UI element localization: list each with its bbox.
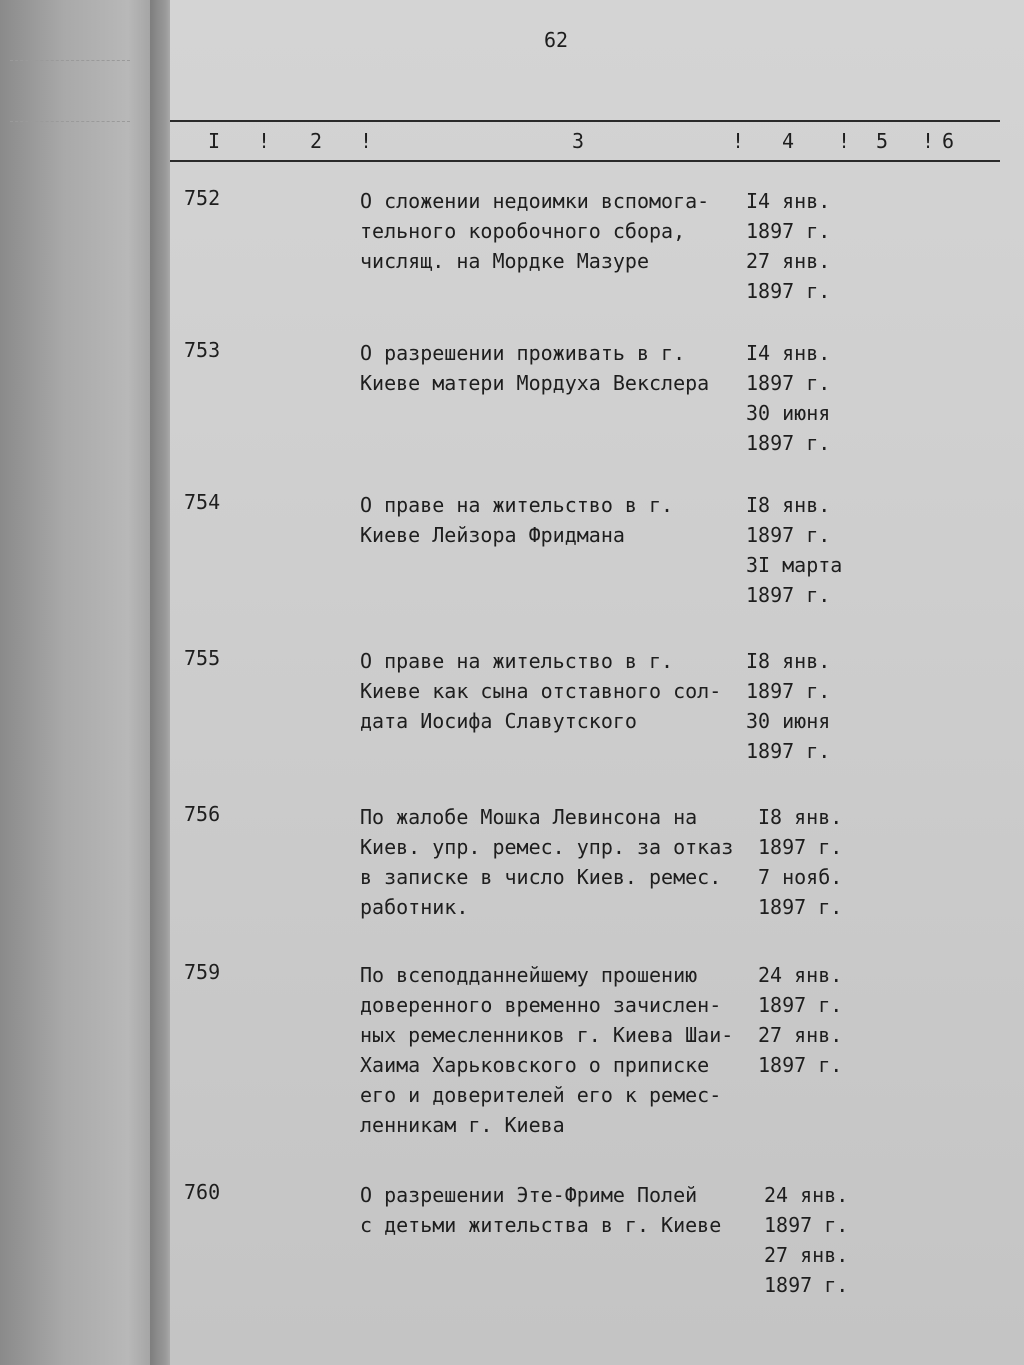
date-line: 1897 г. <box>746 431 831 455</box>
document-page <box>170 0 1024 1365</box>
column-separator: ! <box>732 129 745 153</box>
date-line: I8 янв. <box>758 805 843 829</box>
entry-number: 756 <box>184 802 221 826</box>
date-line: 27 янв. <box>758 1023 843 1047</box>
date-line: 1897 г. <box>746 739 831 763</box>
description-line: Хаима Харьковского о приписке <box>360 1053 710 1077</box>
entry-number: 753 <box>184 338 221 362</box>
description-line: О праве на жительство в г. <box>360 649 674 673</box>
date-line: I4 янв. <box>746 341 831 365</box>
column-separator: ! <box>258 129 271 153</box>
date-line: 1897 г. <box>764 1273 849 1297</box>
entry-number: 759 <box>184 960 221 984</box>
date-line: 7 нояб. <box>758 865 843 889</box>
column-separator: ! <box>838 129 851 153</box>
description-line: числящ. на Мордке Мазуре <box>360 249 649 273</box>
date-line: 1897 г. <box>758 993 843 1017</box>
column-header-2: 2 <box>310 129 323 153</box>
date-line: 1897 г. <box>746 219 831 243</box>
date-line: 30 июня <box>746 401 831 425</box>
header-rule-top <box>170 120 1000 122</box>
description-line: Киеве как сына отставного сол- <box>360 679 722 703</box>
date-line: 24 янв. <box>764 1183 849 1207</box>
description-line: О разрешении Эте-Фриме Полей <box>360 1183 698 1207</box>
description-line: работник. <box>360 895 469 919</box>
description-line: О разрешении проживать в г. <box>360 341 686 365</box>
description-line: О праве на жительство в г. <box>360 493 674 517</box>
entry-description <box>360 960 750 1140</box>
date-line: I8 янв. <box>746 649 831 673</box>
entry-number: 755 <box>184 646 221 670</box>
entry-description <box>360 1180 750 1240</box>
entry-description <box>360 186 750 276</box>
header-rule-bottom <box>170 160 1000 162</box>
entry-description <box>360 802 750 922</box>
entry-number: 752 <box>184 186 221 210</box>
description-line: Киеве Лейзора Фридмана <box>360 523 625 547</box>
description-line: в записке в число Киев. ремес. <box>360 865 722 889</box>
column-header-1: I <box>208 129 221 153</box>
column-separator: ! <box>360 129 373 153</box>
description-line: тельного коробочного сбора, <box>360 219 686 243</box>
date-line: 1897 г. <box>746 679 831 703</box>
date-line: 1897 г. <box>746 279 831 303</box>
date-line: 1897 г. <box>758 835 843 859</box>
description-line: По всеподданнейшему прошению <box>360 963 698 987</box>
date-line: I8 янв. <box>746 493 831 517</box>
entry-description <box>360 646 750 736</box>
entry-dates <box>746 186 866 306</box>
date-line: 1897 г. <box>758 1053 843 1077</box>
page-number: 62 <box>544 28 569 52</box>
description-line: дата Иосифа Славутского <box>360 709 637 733</box>
date-line: 1897 г. <box>746 523 831 547</box>
date-line: 27 янв. <box>764 1243 849 1267</box>
date-line: 1897 г. <box>746 583 831 607</box>
description-line: ленникам г. Киева <box>360 1113 565 1137</box>
column-separator: ! <box>922 129 935 153</box>
entry-dates <box>746 338 866 458</box>
date-line: 3I марта <box>746 553 843 577</box>
description-line: Киев. упр. ремес. упр. за отказ <box>360 835 734 859</box>
entry-dates <box>746 646 866 766</box>
description-line: О сложении недоимки вспомога- <box>360 189 710 213</box>
entry-description <box>360 490 750 550</box>
date-line: 1897 г. <box>758 895 843 919</box>
facing-page <box>0 0 160 1365</box>
date-line: 1897 г. <box>764 1213 849 1237</box>
entry-dates <box>746 490 866 610</box>
entry-number: 760 <box>184 1180 221 1204</box>
date-line: 24 янв. <box>758 963 843 987</box>
entry-dates <box>758 960 878 1080</box>
entry-dates <box>764 1180 884 1300</box>
description-line: По жалобе Мошка Левинсона на <box>360 805 698 829</box>
entry-number: 754 <box>184 490 221 514</box>
date-line: 27 янв. <box>746 249 831 273</box>
column-header-5: 5 <box>876 129 889 153</box>
description-line: Киеве матери Мордуха Векслера <box>360 371 710 395</box>
column-header-4: 4 <box>782 129 795 153</box>
column-header-6: 6 <box>942 129 955 153</box>
date-line: 1897 г. <box>746 371 831 395</box>
date-line: I4 янв. <box>746 189 831 213</box>
description-line: его и доверителей его к ремес- <box>360 1083 722 1107</box>
description-line: доверенного временно зачислен- <box>360 993 722 1017</box>
entry-dates <box>758 802 878 922</box>
date-line: 30 июня <box>746 709 831 733</box>
facing-page-ruling <box>10 60 130 122</box>
column-header-3: 3 <box>572 129 585 153</box>
description-line: с детьми жительства в г. Киеве <box>360 1213 722 1237</box>
entry-description <box>360 338 750 398</box>
description-line: ных ремесленников г. Киева Шаи- <box>360 1023 734 1047</box>
